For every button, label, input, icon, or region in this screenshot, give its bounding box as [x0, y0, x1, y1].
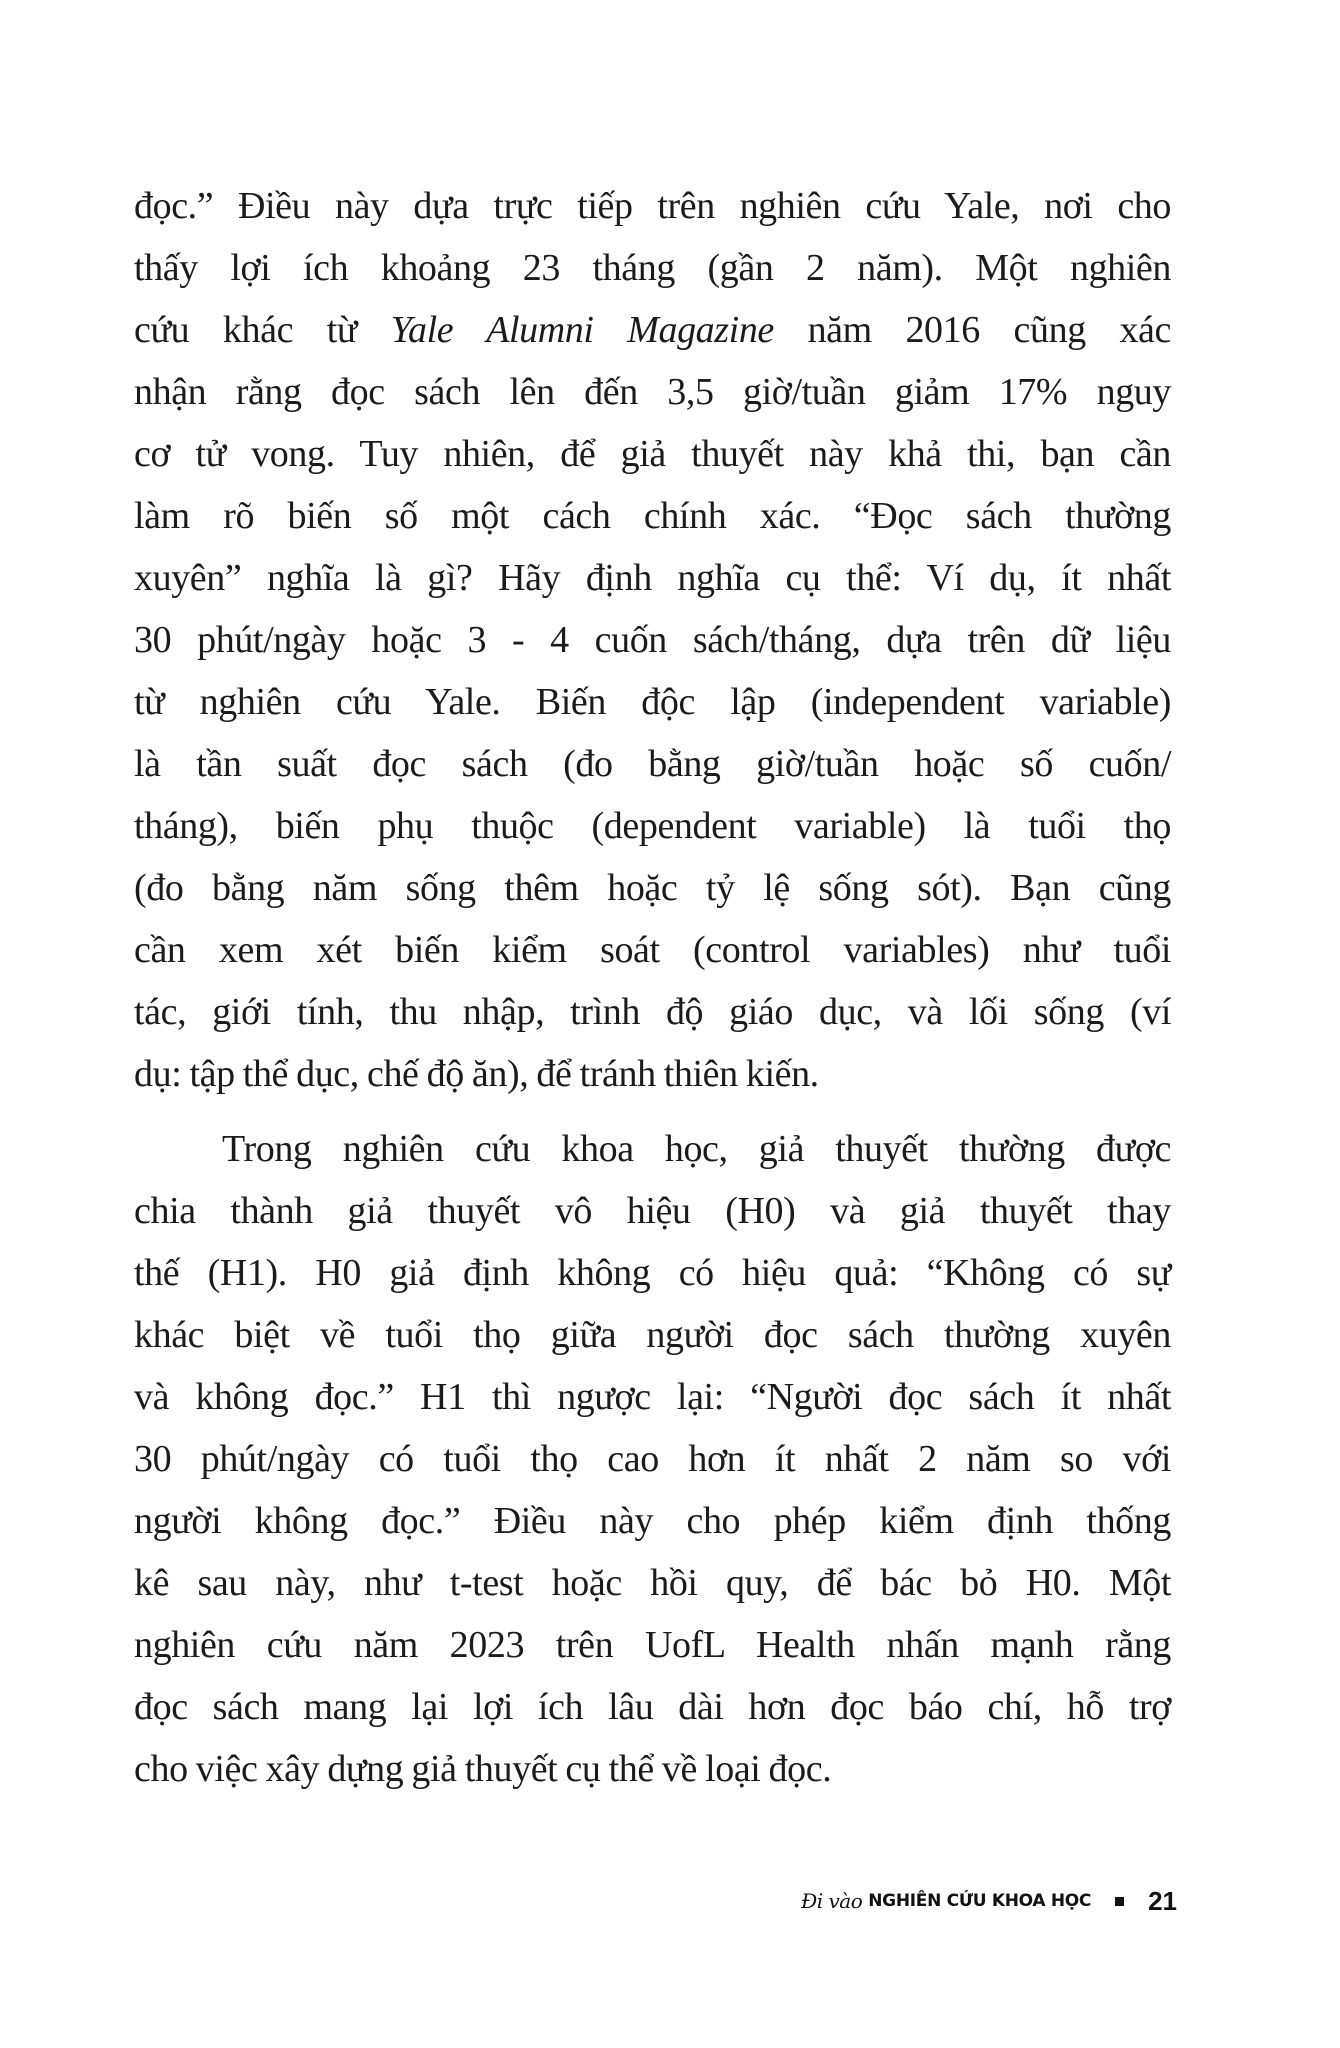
- series-script-label: Đi vào: [801, 1889, 863, 1913]
- text-line: nhận rằng đọc sách lên đến 3,5 giờ/tuần giảm 17% nguy: [134, 371, 1171, 413]
- text-line: chia thành giả thuyết vô hiệu (H0) và giả thuyết thay: [134, 1190, 1171, 1232]
- text-line: Trong nghiên cứu khoa học, giả thuyết thường được: [222, 1128, 1171, 1170]
- text-line: 30 phút/ngày hoặc 3 - 4 cuốn sách/tháng, dựa trên dữ liệu: [134, 619, 1171, 661]
- text-line: thế (H1). H0 giả định không có hiệu quả: “Không có sự: [134, 1252, 1171, 1294]
- text-segment: năm 2016 cũng xác: [773, 309, 1171, 351]
- paragraph-2: [134, 1118, 1171, 1800]
- magazine-title: Yale Alumni Magazine: [390, 309, 774, 351]
- text-line: đọc.” Điều này dựa trực tiếp trên nghiên cứu Yale, nơi cho: [134, 185, 1171, 227]
- series-title: NGHIÊN CỨU KHOA HỌC: [868, 1891, 1092, 1911]
- text-line: người không đọc.” Điều này cho phép kiểm định thống: [134, 1500, 1171, 1542]
- text-line: cần xem xét biến kiểm soát (control variables) như tuổi: [134, 929, 1171, 971]
- text-line: làm rõ biến số một cách chính xác. “Đọc sách thường: [134, 495, 1171, 537]
- text-line: (đo bằng năm sống thêm hoặc tỷ lệ sống sót). Bạn cũng: [134, 867, 1171, 909]
- text-line: [134, 299, 1171, 361]
- text-line: là tần suất đọc sách (đo bằng giờ/tuần hoặc số cuốn/: [134, 743, 1171, 785]
- text-line: 30 phút/ngày có tuổi thọ cao hơn ít nhất 2 năm so với: [134, 1438, 1171, 1480]
- text-segment: cứu khác từ: [134, 309, 391, 351]
- text-line: kê sau này, như t-test hoặc hồi quy, để bác bỏ H0. Một: [134, 1562, 1171, 1604]
- text-line: cho việc xây dựng giả thuyết cụ thể về loại đọc.: [134, 1748, 832, 1790]
- text-line: dụ: tập thể dục, chế độ ăn), để tránh thiên kiến.: [134, 1053, 819, 1095]
- text-line: tháng), biến phụ thuộc (dependent variable) là tuổi thọ: [134, 805, 1171, 847]
- text-line: tác, giới tính, thu nhập, trình độ giáo dục, và lối sống (ví: [134, 991, 1171, 1033]
- running-footer: [712, 1884, 1177, 1918]
- text-line: và không đọc.” H1 thì ngược lại: “Người đọc sách ít nhất: [134, 1376, 1171, 1418]
- text-line: khác biệt về tuổi thọ giữa người đọc sách thường xuyên: [134, 1314, 1171, 1356]
- text-line: nghiên cứu năm 2023 trên UofL Health nhấn mạnh rằng: [134, 1624, 1171, 1666]
- paragraph-1: [134, 175, 1171, 1105]
- text-line: đọc sách mang lại lợi ích lâu dài hơn đọc báo chí, hỗ trợ: [134, 1686, 1171, 1728]
- text-line: từ nghiên cứu Yale. Biến độc lập (independent variable): [134, 681, 1171, 723]
- page-number: 21: [1148, 1885, 1177, 1916]
- text-line: xuyên” nghĩa là gì? Hãy định nghĩa cụ thể: Ví dụ, ít nhất: [134, 557, 1171, 599]
- text-line: cơ tử vong. Tuy nhiên, để giả thuyết này khả thi, bạn cần: [134, 433, 1171, 475]
- black-square-icon: [1115, 1897, 1124, 1906]
- text-line: thấy lợi ích khoảng 23 tháng (gần 2 năm). Một nghiên: [134, 247, 1171, 289]
